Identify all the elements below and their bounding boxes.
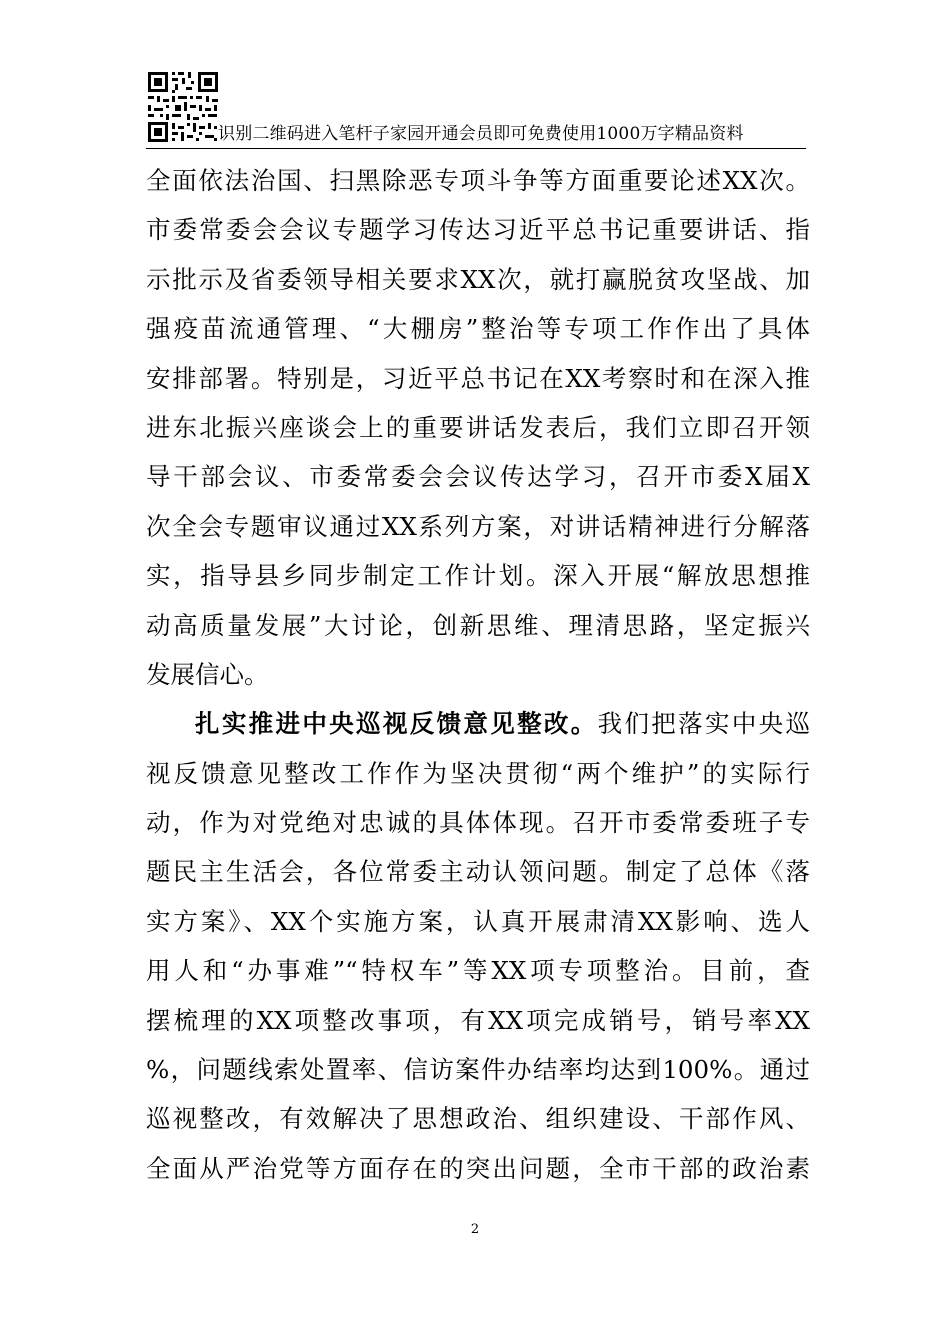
text-line bbox=[146, 699, 810, 748]
text-line bbox=[146, 847, 810, 896]
text-line bbox=[146, 749, 810, 798]
text-segment: 示批示及省委领导相关要求XX次，就打赢脱贫攻坚战、加 bbox=[146, 264, 810, 294]
text-segment: 全面依法治国、扫黑除恶专项斗争等方面重要论述XX次。 bbox=[146, 166, 810, 195]
qr-code-icon[interactable] bbox=[146, 70, 220, 144]
text-segment: 实，指导县乡同步制定工作计划。深入开展“解放思想推 bbox=[146, 561, 810, 591]
text-segment: 题民主生活会，各位常委主动认领问题。制定了总体《落 bbox=[146, 857, 810, 887]
text-segment: 导干部会议、市委常委会会议传达学习，召开市委X届X bbox=[146, 462, 810, 492]
text-line bbox=[146, 1144, 810, 1193]
text-line bbox=[146, 996, 810, 1045]
text-line bbox=[146, 650, 810, 699]
text-segment: 摆梳理的XX项整改事项，有XX项完成销号，销号率XX bbox=[146, 1005, 810, 1035]
text-segment: 进东北振兴座谈会上的重要讲话发表后，我们立即召开领 bbox=[146, 412, 810, 442]
text-line bbox=[146, 205, 810, 254]
text-line bbox=[146, 897, 810, 946]
text-segment: 动，作为对党绝对忠诚的具体体现。召开市委常委班子专 bbox=[146, 808, 810, 838]
text-line bbox=[146, 452, 810, 501]
text-segment: %，问题线索处置率、信访案件办结率均达到100%。通过 bbox=[146, 1055, 810, 1085]
text-segment: 视反馈意见整改工作作为坚决贯彻“两个维护”的实际行 bbox=[146, 758, 810, 788]
text-segment: 全面从严治党等方面存在的突出问题，全市干部的政治素 bbox=[146, 1153, 810, 1183]
text-line bbox=[146, 156, 810, 205]
text-segment: 次全会专题审议通过XX系列方案，对讲话精神进行分解落 bbox=[146, 511, 810, 541]
text-segment: 安排部署。特别是，习近平总书记在XX考察时和在深入推 bbox=[146, 363, 810, 393]
text-line bbox=[146, 255, 810, 304]
text-segment: 强疫苗流通管理、“大棚房”整治等专项工作作出了具体 bbox=[146, 314, 810, 344]
text-segment: 发展信心。 bbox=[146, 659, 269, 689]
text-segment: 动高质量发展”大讨论，创新思维、理清思路，坚定振兴 bbox=[146, 610, 810, 640]
text-line bbox=[146, 551, 810, 600]
text-segment: 实方案》、XX个实施方案，认真开展肃清XX影响、选人 bbox=[146, 906, 810, 936]
text-line bbox=[146, 304, 810, 353]
text-segment: 我们把落实中央巡 bbox=[597, 709, 811, 739]
text-line bbox=[146, 502, 810, 551]
text-line bbox=[146, 946, 810, 995]
text-line bbox=[146, 354, 810, 403]
text-line bbox=[146, 1045, 810, 1094]
header-divider bbox=[146, 148, 806, 149]
text-line bbox=[146, 1094, 810, 1143]
text-segment: 用人和“办事难”“特权车”等XX项专项整治。目前，查 bbox=[146, 956, 810, 986]
page-header bbox=[146, 70, 806, 152]
page-number: 2 bbox=[470, 1222, 480, 1237]
text-segment: 市委常委会会议专题学习传达习近平总书记重要讲话、指 bbox=[146, 215, 810, 245]
text-line bbox=[146, 403, 810, 452]
document-body bbox=[146, 156, 810, 1193]
section-heading: 扎实推进中央巡视反馈意见整改。 bbox=[195, 709, 598, 739]
text-segment: 巡视整改，有效解决了思想政治、组织建设、干部作风、 bbox=[146, 1104, 810, 1134]
text-line bbox=[146, 798, 810, 847]
text-line bbox=[146, 601, 810, 650]
header-banner-text: 识别二维码进入笔杆子家园开通会员即可免费使用1000万字精品资料 bbox=[218, 124, 744, 144]
